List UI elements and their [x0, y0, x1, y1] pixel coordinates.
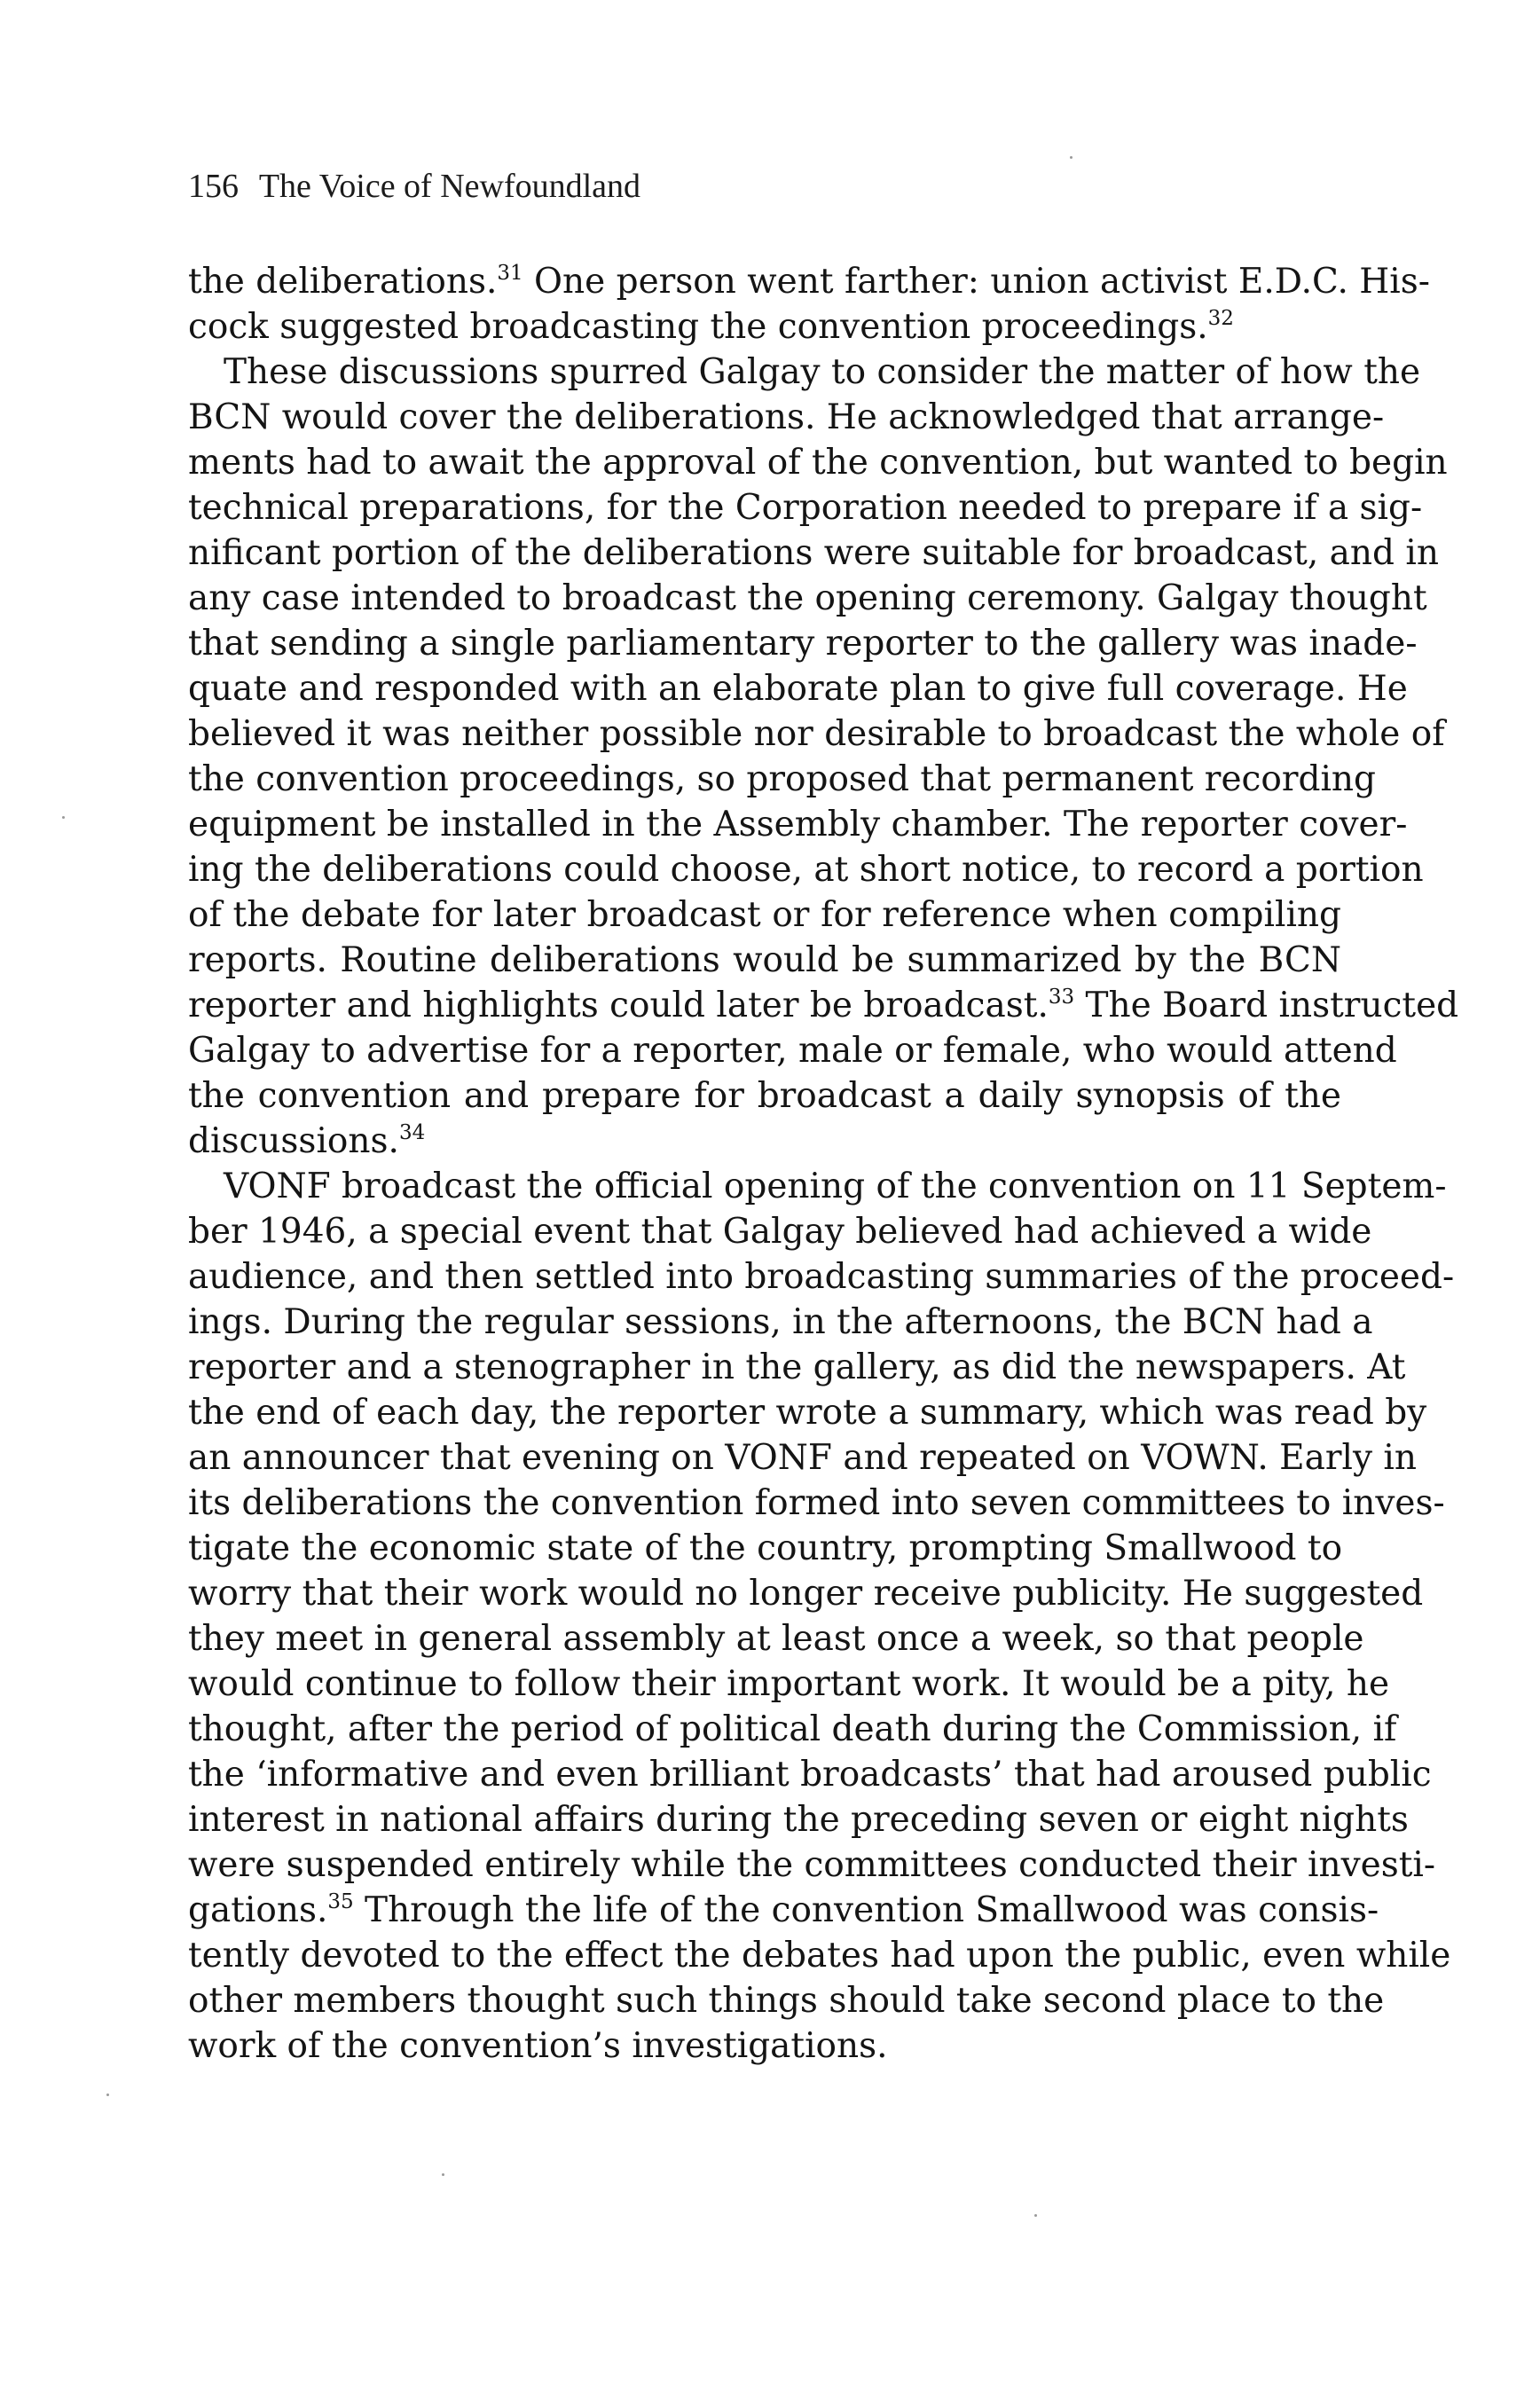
line-text: discussions.: [188, 1121, 399, 1161]
text-line: [188, 1842, 1436, 1888]
text-line: [188, 1164, 1447, 1209]
text-line: [188, 1028, 1397, 1073]
line-text-continued: Through the life of the convention Smallwood was consis-: [353, 1890, 1379, 1930]
text-line: [188, 621, 1418, 666]
line-text: the ‘informative and even brilliant broadcasts’ that had aroused public: [188, 1755, 1432, 1795]
text-line: [188, 983, 1459, 1028]
line-text: ments had to await the approval of the convention, but wanted to begin: [188, 443, 1448, 483]
text-line: [188, 1390, 1427, 1435]
text-line: [188, 1978, 1385, 2023]
line-text-continued: One person went farther: union activist E.D.C. His-: [522, 262, 1430, 302]
scan-speck: [62, 816, 65, 819]
text-line: [188, 485, 1423, 530]
scan-speck: [106, 2093, 109, 2096]
text-line: [188, 1345, 1406, 1390]
line-text: nificant portion of the deliberations were suitable for broadcast, and in: [188, 533, 1439, 573]
footnote-reference: 33: [1048, 986, 1075, 1009]
text-line: [188, 757, 1377, 802]
line-text: worry that their work would no longer receive publicity. He suggested: [188, 1574, 1424, 1614]
text-line: [188, 847, 1424, 892]
text-line: [188, 1707, 1397, 1752]
line-text: the end of each day, the reporter wrote a summary, which was read by: [188, 1393, 1427, 1433]
scan-speck: [1070, 156, 1072, 159]
text-line: [188, 1119, 1341, 1164]
line-text: tently devoted to the effect the debates had upon the public, even while: [188, 1936, 1451, 1976]
line-text: the deliberations.: [188, 262, 498, 302]
text-line: [188, 395, 1385, 440]
text-line: [188, 1797, 1409, 1842]
scan-speck: [442, 2173, 444, 2176]
text-line: [188, 802, 1408, 847]
line-text: that sending a single parliamentary reporter to the gallery was inade-: [188, 624, 1418, 664]
footnote-reference: 32: [1207, 307, 1234, 330]
line-text: reports. Routine deliberations would be summarized by the BCN: [188, 940, 1341, 980]
running-title: The Voice of Newfoundland: [258, 168, 641, 205]
text-line: [188, 1526, 1341, 1571]
line-text: thought, after the period of political death during the Commission, if: [188, 1709, 1397, 1749]
line-text: ing the deliberations could choose, at short notice, to record a portion: [188, 850, 1424, 890]
text-line: [188, 938, 1341, 983]
footnote-reference: 34: [398, 1121, 426, 1144]
text-line: [188, 1888, 1379, 1933]
text-line: [188, 440, 1448, 485]
line-text: reporter and highlights could later be broadcast.: [188, 986, 1049, 1025]
body-text: [188, 259, 1459, 2069]
footnote-reference: 31: [497, 262, 523, 285]
line-text: gations.: [188, 1890, 328, 1930]
text-line: [188, 304, 1341, 350]
text-line: [188, 711, 1445, 757]
line-text: believed it was neither possible nor desirable to broadcast the whole of: [188, 714, 1445, 754]
text-line: [188, 666, 1408, 711]
line-text: any case intended to broadcast the opening ceremony. Galgay thought: [188, 578, 1427, 618]
line-text: Galgay to advertise for a reporter, male or female, who would attend: [188, 1031, 1397, 1071]
text-line: [188, 1435, 1418, 1481]
text-line: [188, 1300, 1373, 1345]
line-text: an announcer that evening on VONF and repeated on VOWN. Early in: [188, 1438, 1418, 1478]
text-line: [188, 1481, 1445, 1526]
line-text: tigate the economic state of the country, prompting Smallwood to: [188, 1528, 1343, 1568]
line-text: quate and responded with an elaborate plan to give full coverage. He: [188, 669, 1408, 709]
text-line: [188, 1254, 1455, 1300]
line-text: VONF broadcast the official opening of the convention on 11 Septem-: [224, 1167, 1447, 1206]
text-line: [188, 1073, 1341, 1119]
text-line: [188, 1616, 1364, 1661]
line-text: work of the convention’s investigations.: [188, 2026, 888, 2066]
line-text: interest in national affairs during the preceding seven or eight nights: [188, 1800, 1409, 1840]
line-text: of the debate for later broadcast or for reference when compiling: [188, 895, 1341, 935]
line-text: ber 1946, a special event that Galgay believed had achieved a wide: [188, 1212, 1372, 1252]
text-line: [188, 530, 1439, 576]
text-line: [188, 350, 1421, 395]
running-header: [188, 167, 640, 206]
line-text-continued: The Board instructed: [1074, 986, 1459, 1025]
line-text: other members thought such things should take second place to the: [188, 1981, 1385, 2021]
line-text: BCN would cover the deliberations. He acknowledged that arrange-: [188, 397, 1385, 437]
footnote-reference: 35: [327, 1890, 354, 1913]
line-text: its deliberations the convention formed into seven committees to inves-: [188, 1483, 1445, 1523]
line-text: were suspended entirely while the committees conducted their investi-: [188, 1845, 1436, 1885]
text-line: [188, 1752, 1432, 1797]
scan-speck: [1034, 2214, 1037, 2217]
text-line: [188, 892, 1341, 938]
line-text: the convention proceedings, so proposed that permanent recording: [188, 759, 1377, 799]
text-line: [188, 2023, 1341, 2069]
line-text: reporter and a stenographer in the gallery, as did the newspapers. At: [188, 1347, 1406, 1387]
text-line: [188, 259, 1430, 304]
page-number: 156: [188, 168, 239, 205]
line-text: audience, and then settled into broadcasting summaries of the proceed-: [188, 1257, 1455, 1297]
text-line: [188, 1209, 1372, 1254]
text-line: [188, 576, 1427, 621]
line-text: These discussions spurred Galgay to consider the matter of how the: [224, 352, 1421, 392]
line-text: equipment be installed in the Assembly chamber. The reporter cover-: [188, 805, 1408, 844]
line-text: they meet in general assembly at least once a week, so that people: [188, 1619, 1364, 1659]
line-text: cock suggested broadcasting the convention proceedings.: [188, 307, 1208, 347]
line-text: would continue to follow their important work. It would be a pity, he: [188, 1664, 1390, 1704]
text-line: [188, 1571, 1424, 1616]
line-text: ings. During the regular sessions, in the afternoons, the BCN had a: [188, 1302, 1373, 1342]
text-line: [188, 1661, 1390, 1707]
line-text: the convention and prepare for broadcast a daily synopsis of the: [188, 1076, 1341, 1116]
text-line: [188, 1933, 1451, 1978]
line-text: technical preparations, for the Corporation needed to prepare if a sig-: [188, 488, 1423, 528]
